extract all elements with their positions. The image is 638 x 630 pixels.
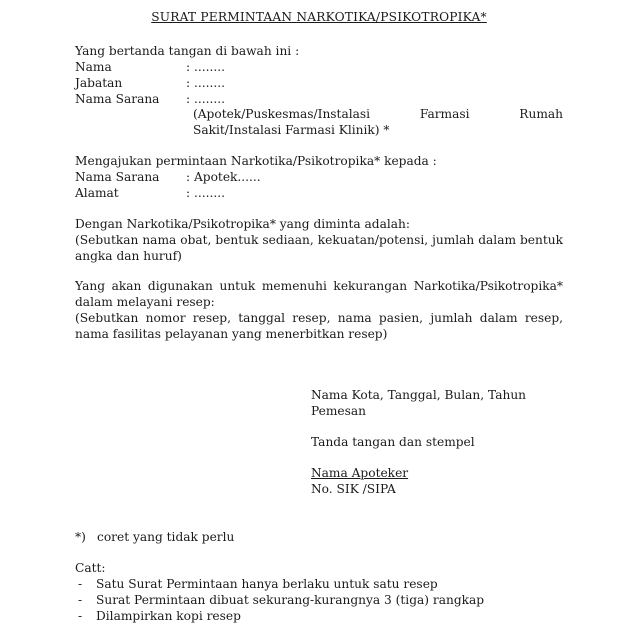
- sarana-note: (Apotek/Puskesmas/Instalasi Farmasi Rumah Sakit/Instalasi Farmasi Klinik) *: [193, 107, 563, 137]
- signature-place-date: Nama Kota, Tanggal, Bulan, Tahun Pemesan: [311, 388, 527, 418]
- usage-note: (Sebutkan nomor resep, tanggal resep, nama pasien, jumlah dalam resep, nama fasilitas pelayanan yang menerbitkan resep): [75, 311, 563, 341]
- intro-text: Yang bertanda tangan di bawah ini :: [75, 44, 300, 58]
- signature-sign-label: Tanda tangan dan stempel: [311, 435, 475, 449]
- footnote-mark: *): [75, 530, 86, 544]
- signature-name-text: Nama Apoteker: [311, 466, 409, 480]
- recipient-label-sarana: Nama Sarana: [75, 170, 160, 184]
- field-label-nama-sarana: Nama Sarana: [75, 92, 160, 106]
- field-value-nama: : ........: [186, 60, 225, 74]
- items-note: (Sebutkan nama obat, bentuk sediaan, kekuatan/potensi, jumlah dalam bentuk angka dan huruf): [75, 233, 563, 263]
- notes-heading: Catt:: [75, 561, 106, 575]
- field-value-nama-sarana: : ........: [186, 92, 225, 106]
- signature-license: No. SIK /SIPA: [311, 482, 396, 496]
- note-item: Surat Permintaan dibuat sekurang-kurangnya 3 (tiga) rangkap: [96, 593, 485, 607]
- note-item: Dilampirkan kopi resep: [96, 609, 241, 623]
- items-heading: Dengan Narkotika/Psikotropika* yang diminta adalah:: [75, 217, 410, 231]
- footnote-text: coret yang tidak perlu: [97, 530, 235, 544]
- note-bullet: -: [78, 577, 83, 591]
- request-intro: Mengajukan permintaan Narkotika/Psikotropika* kepada :: [75, 154, 437, 168]
- signature-name: [311, 466, 408, 482]
- document-title: SURAT PERMINTAAN NARKOTIKA/PSIKOTROPIKA*: [151, 10, 487, 24]
- recipient-value-alamat: : ........: [186, 186, 225, 200]
- note-bullet: -: [78, 609, 83, 623]
- field-label-nama: Nama: [75, 60, 112, 74]
- usage-heading: Yang akan digunakan untuk memenuhi kekurangan Narkotika/Psikotropika* dalam melayani resep:: [75, 279, 563, 309]
- note-item: Satu Surat Permintaan hanya berlaku untuk satu resep: [96, 577, 438, 591]
- note-bullet: -: [78, 593, 83, 607]
- field-label-jabatan: Jabatan: [75, 76, 123, 90]
- recipient-label-alamat: Alamat: [75, 186, 119, 200]
- field-value-jabatan: : ........: [186, 76, 225, 90]
- recipient-value-sarana: : Apotek......: [186, 170, 261, 184]
